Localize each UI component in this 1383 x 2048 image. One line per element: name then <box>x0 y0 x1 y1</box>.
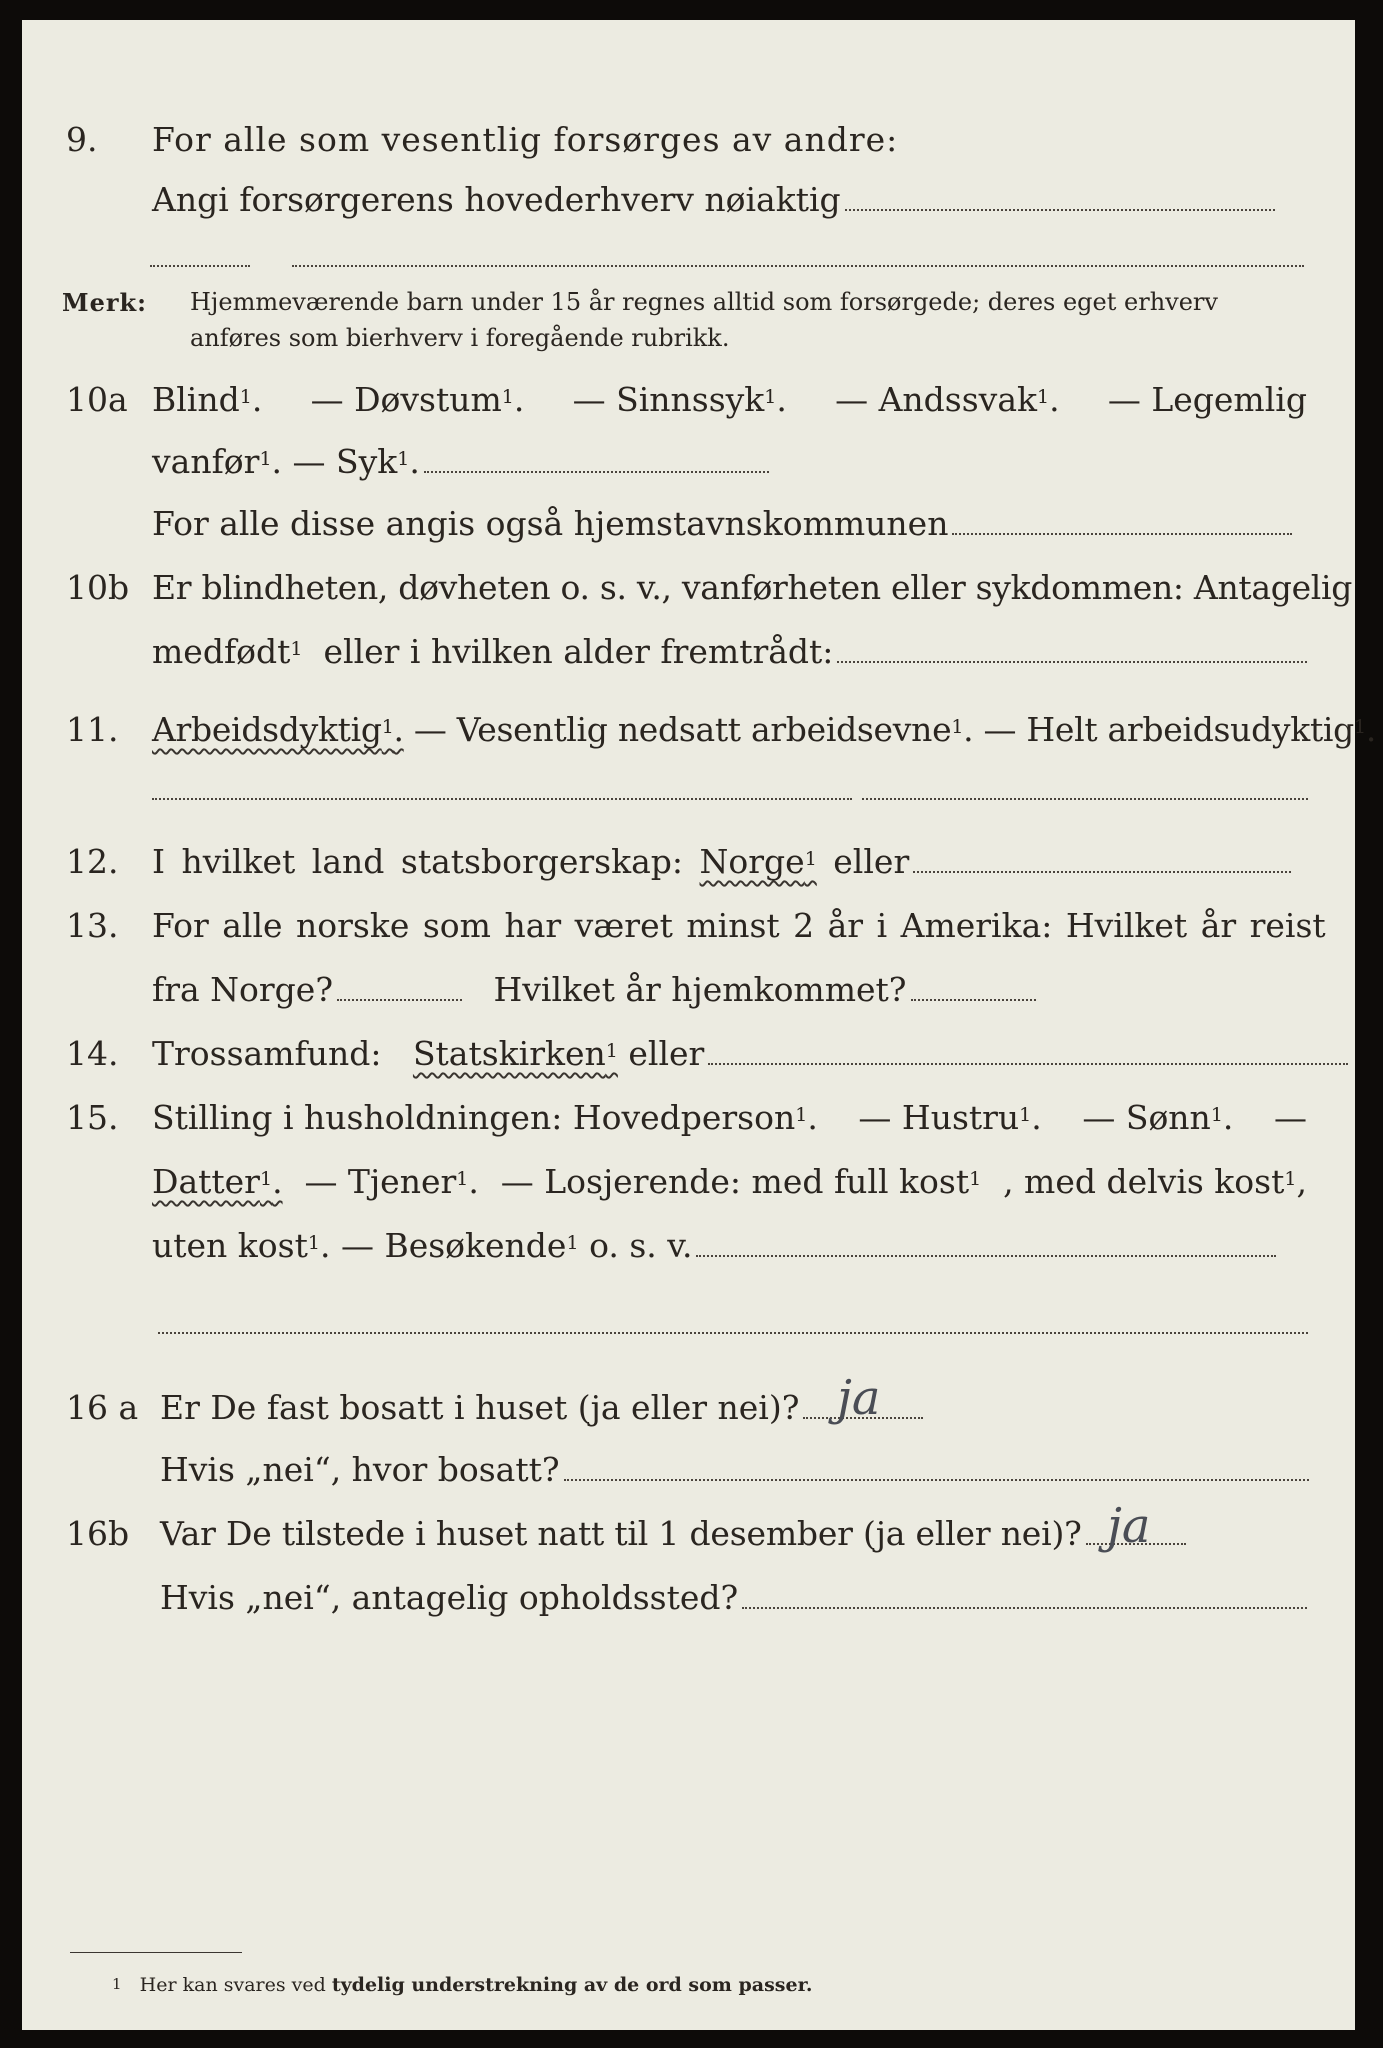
question-text: medfødt$^1$ eller i hvilken alder fremtrådt: <box>152 632 1307 671</box>
census-form-page <box>22 20 1377 2030</box>
question-options <box>152 1162 1307 1201</box>
question-number: 14. <box>66 1034 119 1073</box>
option-udyktig[interactable]: — Helt arbeidsudyktig$^1$. <box>983 710 1377 749</box>
answer-field[interactable] <box>837 661 1307 663</box>
question-text: Er De fast bosatt i huset (ja eller nei)? <box>160 1388 923 1427</box>
option-datter[interactable]: Datter$^1$. <box>152 1162 283 1201</box>
answer-field[interactable] <box>913 871 1291 873</box>
question-number: 16 a <box>66 1388 139 1427</box>
option-sonn[interactable]: — Sønn$^1$. <box>1082 1098 1234 1137</box>
answer-field[interactable] <box>845 209 1275 211</box>
option-vanfor[interactable]: vanfør$^1$. <box>152 442 283 481</box>
option-norge[interactable]: Norge$^1$ <box>699 842 817 881</box>
note-text <box>190 284 1218 356</box>
label: Angi forsørgerens hovederhverv nøiaktig <box>152 180 841 219</box>
answer-field[interactable] <box>742 1607 1307 1609</box>
answer-field[interactable] <box>152 798 852 800</box>
question-number: 12. <box>66 842 119 881</box>
dash: — <box>1274 1098 1307 1137</box>
answer-field[interactable] <box>424 471 769 473</box>
question-text <box>152 180 1275 219</box>
option-hovedperson[interactable]: Stilling i husholdningen: Hovedperson$^1$. <box>152 1098 818 1137</box>
handwritten-answer[interactable]: ja <box>1107 1498 1151 1554</box>
option-hustru[interactable]: — Hustru$^1$. <box>858 1098 1042 1137</box>
answer-field[interactable] <box>150 265 250 267</box>
answer-field[interactable] <box>292 265 1304 267</box>
answer-field[interactable] <box>564 1479 1309 1481</box>
question-number: 9. <box>66 120 98 159</box>
question-number: 16b <box>66 1514 130 1553</box>
option-losjerende-delvis[interactable]: , med delvis kost$^1$, <box>1003 1162 1307 1201</box>
option-andssvak[interactable]: — Andssvak$^1$. <box>835 380 1060 419</box>
question-number: 13. <box>66 906 119 945</box>
answer-field[interactable] <box>911 999 1036 1001</box>
question-number: 10b <box>66 568 130 607</box>
answer-field[interactable] <box>862 798 1308 800</box>
option-tjener[interactable]: — Tjener$^1$. <box>304 1162 479 1201</box>
question-text: Hvis „nei“, hvor bosatt? <box>160 1450 1309 1489</box>
footnote: 1 Her kan svares ved tydelig understrekning av de ord som passer. <box>112 1974 813 1996</box>
option-sinnssyk[interactable]: — Sinnssyk$^1$. <box>572 380 787 419</box>
note-line: Hjemmeværende barn under 15 år regnes alltid som forsørgede; deres eget erhverv <box>190 288 1218 316</box>
question-text: Var De tilstede i huset natt til 1 desember (ja eller nei)? <box>160 1514 1186 1553</box>
option-nedsatt[interactable]: — Vesentlig nedsatt arbeidsevne$^1$. <box>413 710 974 749</box>
answer-field[interactable] <box>696 1255 1276 1257</box>
question-options <box>152 1098 1307 1137</box>
answer-field[interactable] <box>708 1063 1348 1065</box>
option-blind[interactable]: Blind$^1$. <box>152 380 263 419</box>
note-label: Merk: <box>62 288 147 317</box>
question-text <box>152 710 1376 749</box>
question-text: Er blindheten, døvheten o. s. v., vanførheten eller sykdommen: Antagelig <box>152 568 1353 607</box>
answer-field[interactable] <box>952 533 1292 535</box>
option-besokende[interactable]: — Besøkende$^1$ <box>340 1226 579 1265</box>
question-text: For alle norske som har været minst 2 år i Amerika: Hvilket år reist <box>152 906 1326 945</box>
question-text: For alle disse angis også hjemstavnskommunen <box>152 504 1292 543</box>
option-uten-kost[interactable]: uten kost$^1$. <box>152 1226 331 1265</box>
question-text <box>152 442 769 481</box>
footnote-rule <box>70 1952 242 1953</box>
option-syk[interactable]: — Syk$^1$. <box>292 442 420 481</box>
question-options <box>152 380 1307 419</box>
question-number: 10a <box>66 380 128 419</box>
option-statskirken[interactable]: Statskirken$^1$ <box>412 1034 618 1073</box>
option-dovstum[interactable]: — Døvstum$^1$. <box>310 380 525 419</box>
handwritten-answer[interactable]: ja <box>837 1370 881 1426</box>
question-text: Trossamfund: Statskirken$^1$ eller <box>152 1034 1348 1073</box>
answer-field[interactable] <box>337 999 462 1001</box>
option-losjerende-full[interactable]: — Losjerende: med full kost$^1$ <box>500 1162 982 1201</box>
note-line: anføres som bierhverv i foregående rubrikk. <box>190 324 730 352</box>
question-text: Hvis „nei“, antagelig opholdssted? <box>160 1578 1307 1617</box>
question-text: fra Norge? Hvilket år hjemkommet? <box>152 970 1036 1009</box>
question-text: I hvilket land statsborgerskap: Norge$^1$ eller <box>152 842 1291 881</box>
answer-field[interactable] <box>158 1332 1308 1334</box>
question-number: 15. <box>66 1098 119 1137</box>
question-number: 11. <box>66 710 119 749</box>
option-arbeidsdyktig[interactable]: Arbeidsdyktig$^1$. <box>152 710 404 749</box>
option-legemlig[interactable]: — Legemlig <box>1107 380 1307 419</box>
question-text: For alle som vesentlig forsørges av andre: <box>152 120 899 159</box>
option-medfodt[interactable]: medfødt$^1$ <box>152 632 303 671</box>
question-text: uten kost$^1$. — Besøkende$^1$ o. s. v. <box>152 1226 1276 1265</box>
